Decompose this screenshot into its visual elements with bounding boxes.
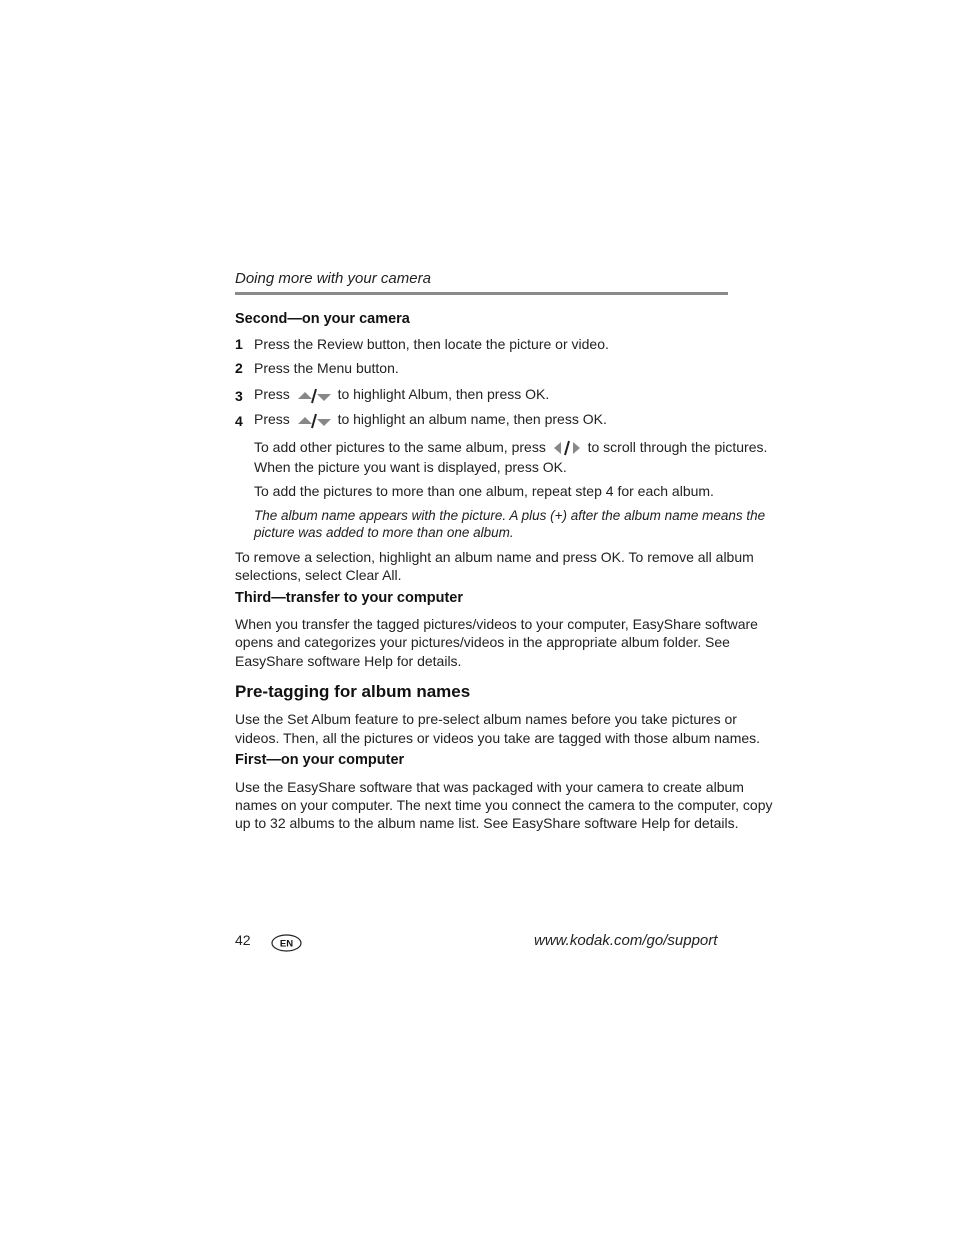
heading-third-transfer: Third—transfer to your computer [235,590,463,606]
step-4-text [254,411,607,429]
running-header: Doing more with your camera [235,270,431,287]
sub-paragraph-1-pre: To add other pictures to the same album, press [254,439,546,455]
remove-selection-line-2: selections, select Clear All. [235,567,402,583]
step-3-post: to highlight Album, then press OK. [337,386,550,402]
step-2-number: 2 [235,360,243,376]
note-line-2: picture was added to more than one album. [254,525,514,540]
heading-first-on-computer: First—on your computer [235,752,405,768]
sub-paragraph-1-line-2: When the picture you want is displayed, press OK. [254,459,567,475]
up-down-arrows-icon [297,386,331,404]
first-line-3: up to 32 albums to the album name list. See EasyShare software Help for details. [235,815,739,831]
language-badge-text: EN [279,938,294,950]
heading-pre-tagging: Pre-tagging for album names [235,682,471,701]
up-down-arrows-icon [297,411,331,429]
first-line-2: names on your computer. The next time you connect the camera to the computer, copy [235,797,773,813]
step-1-text: Press the Review button, then locate the picture or video. [254,336,609,352]
left-right-arrows-icon [553,440,581,456]
step-3-text [254,386,549,404]
pretag-line-2: videos. Then, all the pictures or videos you take are tagged with those album names. [235,730,761,746]
first-line-1: Use the EasyShare software that was packaged with your camera to create album [235,779,744,795]
heading-second-on-camera: Second—on your camera [235,311,410,327]
header-rule [235,292,728,295]
step-2-text: Press the Menu button. [254,360,399,376]
pretag-line-1: Use the Set Album feature to pre-select album names before you take pictures or [235,711,737,727]
step-3-press: Press [254,386,290,402]
sub-paragraph-2: To add the pictures to more than one album, repeat step 4 for each album. [254,483,714,499]
language-badge-icon [271,934,302,952]
step-4-post: to highlight an album name, then press OK. [337,411,607,427]
third-line-2: opens and categorizes your pictures/videos in the appropriate album folder. See [235,634,730,650]
support-url[interactable]: www.kodak.com/go/support [534,932,718,949]
third-line-1: When you transfer the tagged pictures/videos to your computer, EasyShare software [235,616,758,632]
step-3-number: 3 [235,388,243,404]
note-line-1: The album name appears with the picture. A plus (+) after the album name means the [254,508,766,523]
third-line-3: EasyShare software Help for details. [235,653,462,669]
sub-paragraph-1-post: to scroll through the pictures. [587,439,768,455]
step-1-number: 1 [235,336,243,352]
remove-selection-line-1: To remove a selection, highlight an album name and press OK. To remove all album [235,549,754,565]
page-number: 42 [235,932,251,948]
sub-paragraph-1-line-1 [254,439,767,456]
step-4-press: Press [254,411,290,427]
step-4-number: 4 [235,413,243,429]
